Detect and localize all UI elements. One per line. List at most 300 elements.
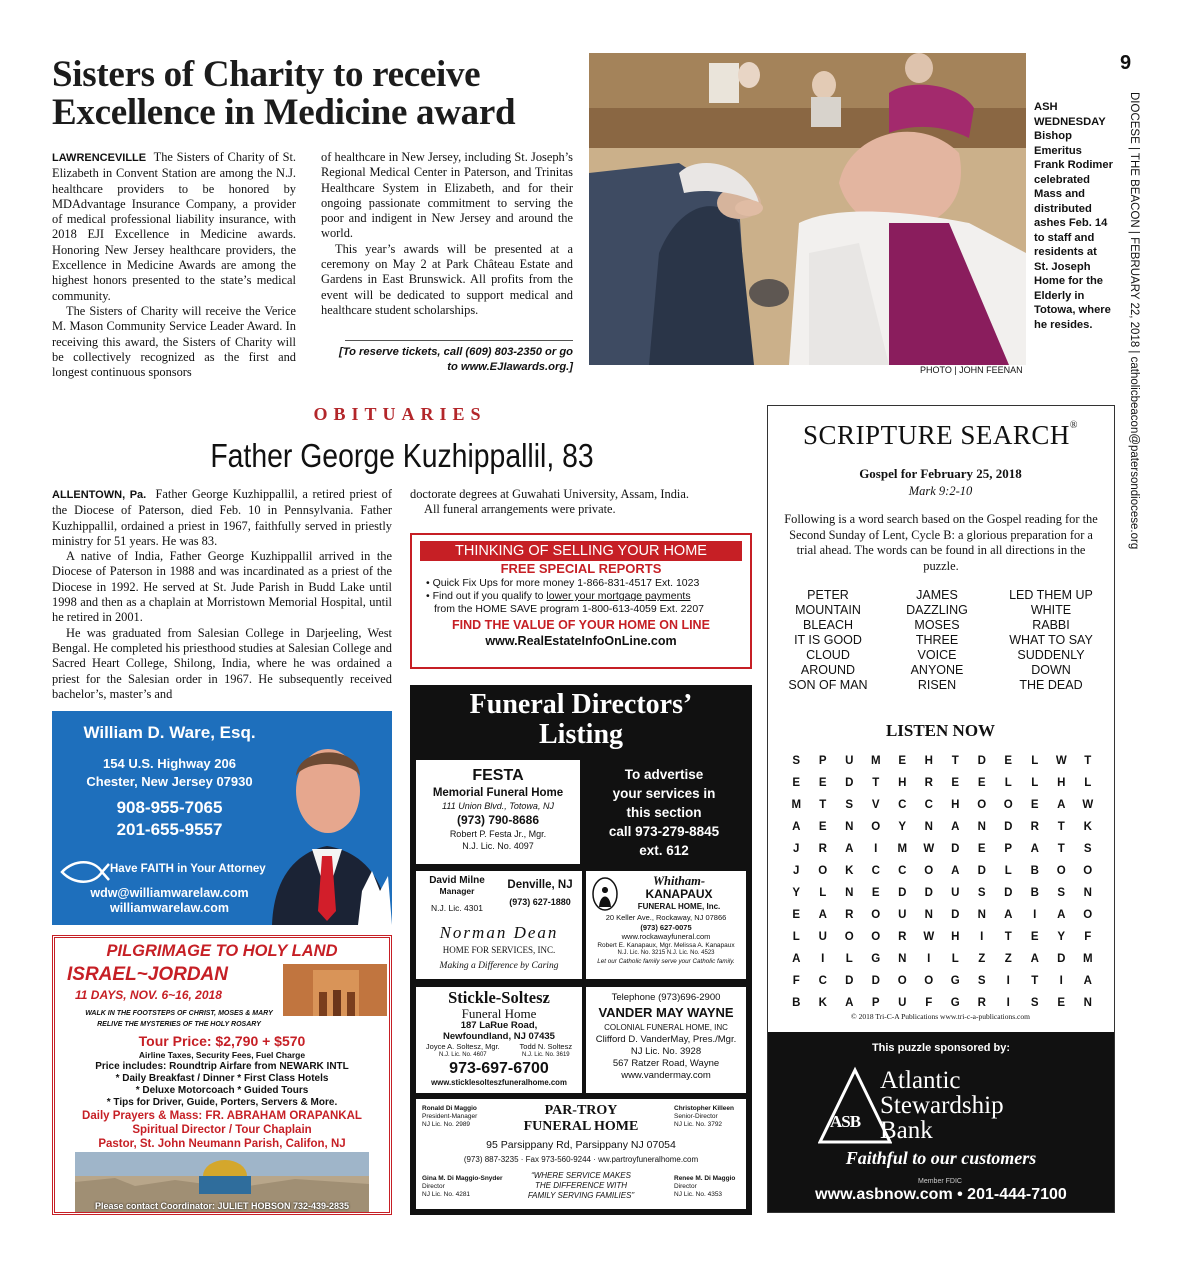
- ss-grid-letter: T: [1084, 755, 1092, 767]
- obituaries-label: OBITUARIES: [313, 404, 487, 424]
- whitham-licenses: N.J. Lic. No. 3215 N.J. Lic. No. 4523: [617, 949, 715, 956]
- ss-grid-row: [782, 904, 1102, 926]
- partroy-bottom-left-name: Gina M. Di Maggio-Snyder: [422, 1175, 503, 1182]
- ss-grid-letter: G: [871, 953, 881, 965]
- dean-name: Norman Dean: [439, 923, 559, 942]
- festa-name: FESTA: [472, 767, 524, 784]
- ss-grid-letter: E: [792, 777, 801, 789]
- bank-member: Member FDIC: [918, 1178, 962, 1185]
- ss-grid-letter: Z: [1004, 953, 1012, 965]
- ss-grid-letter: D: [1004, 821, 1013, 833]
- holy-land-ad: [52, 935, 392, 1215]
- ss-grid-letter: I: [1059, 975, 1063, 987]
- ss-grid-letter: E: [871, 887, 880, 899]
- ss-grid-letter: R: [924, 777, 933, 789]
- re-ad-bullet-cont: from the HOME SAVE program 1-800-613-4059 Ext. 2207: [434, 603, 705, 615]
- ss-sponsored: This puzzle sponsored by:: [871, 1042, 1011, 1054]
- ss-grid-letter: A: [1057, 909, 1066, 921]
- holy-daily: Daily Prayers & Mass: FR. ABRAHAM ORAPANKAL: [82, 1110, 362, 1122]
- ss-grid-letter: W: [1055, 755, 1067, 767]
- ss-word: ANYONE: [910, 663, 964, 677]
- ss-grid-letter: N: [898, 953, 907, 965]
- stickle-person-1-license: N.J. Lic. No. 4607: [438, 1052, 487, 1058]
- stickle-address-1: 187 LaRue Road,: [460, 1020, 538, 1031]
- partroy-address: 95 Parsippany Rd, Parsippany NJ 07054: [486, 1139, 676, 1151]
- article-column-1: [52, 150, 296, 380]
- obituary-column-1: [52, 487, 392, 702]
- ss-grid-letter: A: [1083, 975, 1092, 987]
- holy-includes-4: * Tips for Driver, Guide, Porters, Servers & More.: [106, 1097, 338, 1108]
- ss-grid-letter: S: [977, 975, 986, 987]
- ss-grid-letter: K: [818, 997, 827, 1009]
- ss-grid-letter: E: [1030, 931, 1039, 943]
- ss-grid-row: [782, 772, 1102, 794]
- re-ad-subtitle: FREE SPECIAL REPORTS: [500, 561, 662, 576]
- article-paragraph: of healthcare in New Jersey, including St. Joseph’s Regional Medical Center in Paterson, and Trinitas Healthcare System in Elizabeth, and for their ongoing passionate commitment to serving the poor and indigent in New Jersey and around the world.: [321, 150, 573, 241]
- ss-grid-letter: O: [871, 821, 881, 833]
- ss-grid-letter: B: [1030, 887, 1039, 899]
- stickle-person-1: Joyce A. Soltesz, Mgr.: [425, 1042, 500, 1051]
- caption-title: ASH WEDNESDAY: [1034, 101, 1106, 128]
- ss-grid-letter: T: [1004, 931, 1012, 943]
- advertise-phone: call 973-279-8845: [608, 824, 720, 839]
- ss-grid-letter: P: [871, 997, 880, 1009]
- ss-grid-letter: M: [791, 799, 802, 811]
- ss-grid-letter: G: [950, 997, 960, 1009]
- festa-address: 111 Union Blvd., Totowa, NJ: [442, 801, 554, 811]
- photo-caption: [1034, 100, 1114, 332]
- vander-telephone: Telephone (973)696-2900: [611, 992, 721, 1003]
- ss-word: WHITE: [1030, 603, 1072, 617]
- article-paragraph: The Sisters of Charity will receive the Verice M. Mason Community Service Leader Award. In receiving this award, the Sisters of Charity will be collectively recognized as the first and longest continuous sponsors: [52, 303, 296, 380]
- dean-town: Denville, NJ: [507, 879, 573, 891]
- ss-grid-letter: D: [951, 843, 960, 855]
- ss-grid-letter: L: [1004, 865, 1012, 877]
- ss-word-list: [774, 588, 1110, 693]
- re-ad-url[interactable]: www.RealEstateInfoOnLine.com: [485, 634, 677, 648]
- ss-grid-letter: L: [1004, 777, 1012, 789]
- festa-license: N.J. Lic. No. 4097: [462, 841, 534, 851]
- ss-grid-letter: R: [898, 931, 907, 943]
- ss-word: RABBI: [1032, 618, 1070, 632]
- ss-grid-letter: T: [951, 755, 959, 767]
- fdl-title-1: Funeral Directors’: [469, 689, 693, 720]
- ss-grid-letter: K: [1083, 821, 1092, 833]
- ss-grid-letter: S: [792, 755, 801, 767]
- ss-grid-letter: N: [924, 909, 933, 921]
- ss-grid-letter: L: [1031, 755, 1039, 767]
- ss-grid-letter: R: [818, 843, 827, 855]
- ss-grid-letter: I: [980, 931, 984, 943]
- ss-grid-row: [782, 838, 1102, 860]
- re-ad-title: THINKING OF SELLING YOUR HOME: [420, 541, 742, 561]
- re-ad-cta: FIND THE VALUE OF YOUR HOME ON LINE: [452, 618, 710, 632]
- ss-grid-letter: A: [951, 821, 960, 833]
- ss-grid-letter: O: [924, 975, 934, 987]
- stickle-soltesz-listing: [416, 987, 582, 1093]
- ss-grid-letter: C: [924, 799, 933, 811]
- holy-includes-1: Price includes: Roundtrip Airfare from NEWARK INTL: [95, 1061, 349, 1072]
- ss-grid-letter: N: [1083, 887, 1092, 899]
- ss-grid-letter: A: [1030, 843, 1039, 855]
- ss-grid-letter: W: [1082, 799, 1094, 811]
- ss-grid-letter: P: [1004, 843, 1013, 855]
- whitham-sub: FUNERAL HOME, Inc.: [637, 902, 721, 911]
- ss-grid-letter: S: [1083, 843, 1092, 855]
- bank-contact[interactable]: www.asbnow.com • 201-444-7100: [815, 1186, 1067, 1203]
- caption-body: Bishop Emeritus Frank Rodimer celebrated Mass and distributed ashes Feb. 14 to staff and residents at St. Joseph Home for the Elderly in Totowa, where he resides.: [1034, 130, 1113, 331]
- bank-name-2: Stewardship: [880, 1092, 1004, 1119]
- advertise-line: this section: [626, 805, 702, 820]
- ss-grid-letter: D: [977, 865, 986, 877]
- ss-grid-letter: C: [818, 975, 827, 987]
- stickle-person-2: Todd N. Soltesz: [519, 1042, 573, 1051]
- ss-word: PETER: [807, 588, 849, 602]
- ss-grid-row: [782, 750, 1102, 772]
- ware-phone-1: 908-955-7065: [116, 798, 223, 817]
- ss-grid-letter: H: [898, 777, 907, 789]
- holy-dates: 11 DAYS, NOV. 6~16, 2018: [75, 988, 222, 1002]
- ss-grid-letter: V: [871, 799, 880, 811]
- ss-grid-letter: E: [977, 777, 986, 789]
- advertise-line: To advertise: [624, 767, 704, 782]
- re-ad-bullet: • Find out if you qualify to lower your mortgage payments: [426, 590, 691, 602]
- obituary-paragraph: A native of India, Father George Kuzhippallil arrived in the Diocese of Paterson in 1988 and was incardinated as a priest of the Diocese in 1992. He served at St. Jude Parish in Budd Lake until 1998 and then as a chaplain at Morristown Memorial Hospital, until he retired in 2001.: [52, 549, 392, 625]
- ss-grid-letter: M: [870, 755, 881, 767]
- holy-includes-3: * Deluxe Motorcoach * Guided Tours: [135, 1085, 309, 1096]
- ss-grid-letter: C: [898, 799, 907, 811]
- ss-grid-letter: L: [951, 953, 959, 965]
- ware-phone-2: 201-655-9557: [116, 820, 223, 839]
- ss-grid-letter: R: [845, 909, 854, 921]
- holy-price: Tour Price: $2,790 + $570: [138, 1033, 306, 1049]
- ss-intro: Following is a word search based on the Gospel reading for the Second Sunday of Lent, Cycle B: a glorious preparation for a trial ahead. The words can be found in all directions in the puzzle.: [784, 512, 1098, 573]
- stickle-phone: 973-697-6700: [449, 1060, 549, 1077]
- ss-grid-letter: H: [951, 799, 960, 811]
- advertise-line: your services in: [612, 786, 716, 801]
- holy-walk-1: WALK IN THE FOOTSTEPS OF CHRIST, MOSES & MARY: [85, 1010, 273, 1017]
- ss-grid-letter: A: [818, 909, 827, 921]
- vander-web: www.vandermay.com: [621, 1070, 711, 1081]
- ware-address-1: 154 U.S. Highway 206: [103, 756, 236, 771]
- ss-grid-letter: T: [872, 777, 880, 789]
- ss-grid-letter: F: [925, 997, 933, 1009]
- ss-grid-letter: Z: [978, 953, 986, 965]
- vander-name: VANDER MAY WAYNE: [598, 1005, 734, 1020]
- ss-grid-letter: E: [1057, 997, 1066, 1009]
- ss-grid-letter: H: [1057, 777, 1066, 789]
- ss-grid-letter: Y: [1057, 931, 1066, 943]
- ss-grid-letter: E: [818, 777, 827, 789]
- ss-grid-letter: T: [819, 799, 827, 811]
- partroy-name-2: FUNERAL HOME: [523, 1119, 639, 1134]
- ss-grid-letter: D: [924, 887, 933, 899]
- ss-grid-letter: E: [1030, 799, 1039, 811]
- ss-grid-letter: I: [927, 953, 931, 965]
- ss-grid-letter: H: [924, 755, 933, 767]
- norman-dean-listing: [416, 871, 582, 979]
- festa-phone: (973) 790-8686: [456, 813, 540, 827]
- dean-license: N.J. Lic. 4301: [431, 903, 483, 913]
- ss-grid-letter: D: [977, 755, 986, 767]
- stickle-name: Stickle-Soltesz: [448, 988, 550, 1007]
- ss-grid-letter: O: [871, 931, 881, 943]
- holy-includes-2: * Daily Breakfast / Dinner * First Class Hotels: [115, 1073, 329, 1084]
- ss-grid-letter: N: [845, 821, 854, 833]
- partroy-left-license: NJ Lic. No. 2989: [422, 1121, 471, 1128]
- ss-grid-letter: K: [845, 865, 854, 877]
- ash-wednesday-photo: [589, 53, 1026, 365]
- running-head: [1118, 92, 1142, 552]
- ss-grid-letter: S: [845, 799, 854, 811]
- ticket-note: [To reserve tickets, call (609) 803-2350 or go to www.EJIawards.org.]: [338, 346, 573, 373]
- whitham-managers: Robert E. Kanapaux, Mgr. Melissa A. Kanapaux: [597, 941, 735, 949]
- ss-grid-letter: B: [1030, 865, 1039, 877]
- ss-grid-letter: N: [845, 887, 854, 899]
- ss-grid-letter: H: [951, 931, 960, 943]
- ss-grid-letter: C: [871, 865, 880, 877]
- ss-grid-letter: D: [1004, 887, 1013, 899]
- festa-sub: Memorial Funeral Home: [432, 787, 564, 799]
- fdl-title-2: Listing: [538, 719, 624, 750]
- ss-grid-letter: I: [874, 843, 878, 855]
- ss-gospel: Gospel for February 25, 2018: [859, 466, 1022, 481]
- ss-grid-letter: W: [923, 931, 935, 943]
- ss-word: BLEACH: [802, 618, 854, 632]
- ss-grid-letter: R: [977, 997, 986, 1009]
- whitham-tagline: Let our Catholic family serve your Catholic family.: [597, 958, 735, 965]
- partroy-quote: FAMILY SERVING FAMILIES”: [527, 1191, 635, 1200]
- partroy-left-name: Ronald Di Maggio: [422, 1105, 477, 1112]
- festa-manager: Robert P. Festa Jr., Mgr.: [449, 829, 547, 839]
- headline-line-2: Excellence in Medicine award: [52, 92, 516, 133]
- ss-grid-letter: O: [924, 865, 934, 877]
- partroy-bottom-left-license: NJ Lic. No. 4281: [422, 1191, 471, 1198]
- partroy-bottom-right-title: Director: [674, 1183, 697, 1190]
- ss-grid-letter: G: [950, 975, 960, 987]
- vander-license: NJ Lic. No. 3928: [630, 1046, 702, 1057]
- ss-grid-letter: N: [1083, 997, 1092, 1009]
- ss-grid-letter: F: [1084, 931, 1092, 943]
- ss-grid-letter: I: [1006, 997, 1010, 1009]
- ss-grid-row: [782, 948, 1102, 970]
- ss-grid-letter: O: [977, 799, 987, 811]
- festa-listing: [416, 760, 580, 864]
- ss-word: VOICE: [917, 648, 957, 662]
- vander-address: 567 Ratzer Road, Wayne: [612, 1058, 720, 1069]
- scripture-search: [767, 405, 1115, 1213]
- ss-grid-letter: O: [897, 975, 907, 987]
- ss-grid-letter: O: [871, 909, 881, 921]
- ss-registered: ®: [1069, 420, 1078, 431]
- ss-grid-letter: T: [1057, 843, 1065, 855]
- ss-grid-letter: E: [818, 821, 827, 833]
- ss-grid-letter: E: [951, 777, 960, 789]
- ss-word: MOSES: [914, 618, 960, 632]
- partroy-left-title: President-Manager: [422, 1113, 478, 1120]
- ss-grid-letter: Y: [792, 887, 801, 899]
- ss-grid-letter: P: [818, 755, 827, 767]
- whitham-web: www.rockawayfuneral.com: [621, 932, 711, 941]
- stickle-web: www.sticklesolteszfuneralhome.com: [431, 1078, 567, 1087]
- vander-director: Clifford D. VanderMay, Pres./Mgr.: [595, 1034, 737, 1045]
- ss-grid-letter: T: [1057, 821, 1065, 833]
- ss-grid-letter: U: [845, 755, 854, 767]
- ss-reference: Mark 9:2-10: [908, 484, 973, 498]
- photo-illustration: [589, 53, 1026, 365]
- ss-grid-letter: M: [897, 843, 908, 855]
- ss-grid-letter: A: [792, 953, 801, 965]
- holy-director: Spiritual Director / Tour Chaplain: [132, 1124, 312, 1136]
- article-dateline: LAWRENCEVILLE: [52, 152, 147, 164]
- partroy-right-title: Senior-Director: [674, 1113, 718, 1120]
- ss-grid-letter: A: [1030, 953, 1039, 965]
- ss-grid-letter: J: [793, 865, 800, 877]
- ss-grid-letter: A: [1004, 909, 1013, 921]
- whitham-name-2: KANAPAUX: [645, 887, 713, 901]
- bank-tagline: Faithful to our customers: [845, 1148, 1037, 1168]
- partroy-quote: “WHERE SERVICE MAKES: [531, 1171, 631, 1180]
- ss-grid-letter: M: [1082, 953, 1093, 965]
- ss-grid-letter: J: [793, 843, 800, 855]
- ss-grid-letter: I: [1033, 909, 1037, 921]
- ss-word: JAMES: [916, 588, 958, 602]
- par-troy-listing: [416, 1099, 746, 1209]
- ss-word: IT IS GOOD: [794, 633, 862, 647]
- obituary-paragraph: All funeral arrangements were private.: [424, 502, 616, 517]
- ss-word-grid: [782, 750, 1102, 1014]
- partroy-contact: (973) 887-3235 · Fax 973-560-9244 · ww.partroyfuneralhome.com: [463, 1155, 699, 1164]
- real-estate-ad: [410, 533, 752, 669]
- holy-subtitle: ISRAEL~JORDAN: [67, 964, 228, 985]
- whitham-address: 20 Keller Ave., Rockaway, NJ 07866: [605, 913, 727, 922]
- ss-grid-letter: E: [977, 843, 986, 855]
- ware-email[interactable]: wdw@williamwarelaw.com: [90, 886, 249, 900]
- ss-word: CLOUD: [806, 648, 850, 662]
- partroy-bottom-right-license: NJ Lic. No. 4353: [674, 1191, 723, 1198]
- page-number: 9: [1120, 52, 1132, 74]
- ss-grid-letter: I: [821, 953, 825, 965]
- ware-name: William D. Ware, Esq.: [83, 723, 256, 742]
- ss-grid-letter: U: [898, 997, 907, 1009]
- ss-grid-letter: U: [898, 909, 907, 921]
- ss-grid-letter: N: [977, 821, 986, 833]
- ss-word: LED THEM UP: [1009, 588, 1093, 602]
- headline-line-1: Sisters of Charity to receive: [52, 54, 481, 95]
- partroy-bottom-right-name: Renee M. Di Maggio: [674, 1175, 736, 1182]
- ss-grid-letter: A: [1057, 799, 1066, 811]
- ss-grid-letter: W: [923, 843, 935, 855]
- ss-grid-letter: O: [1083, 909, 1093, 921]
- fish-icon: [60, 861, 110, 883]
- ss-grid-letter: A: [845, 997, 854, 1009]
- article-headline: [52, 56, 582, 132]
- bank-name-3: Bank: [880, 1117, 933, 1144]
- ss-grid-letter: U: [951, 887, 960, 899]
- stickle-person-2-license: N.J. Lic. No. 3619: [521, 1052, 570, 1058]
- ss-grid-letter: D: [845, 777, 854, 789]
- holy-title: PILGRIMAGE TO HOLY LAND: [106, 942, 338, 960]
- mary-icon: [592, 877, 618, 911]
- stickle-sub: Funeral Home: [461, 1006, 537, 1021]
- ware-website[interactable]: williamwarelaw.com: [109, 901, 230, 915]
- partroy-bottom-left-title: Director: [422, 1183, 445, 1190]
- dean-tagline: Making a Difference by Caring: [439, 961, 559, 971]
- dean-manager-name: David Milne: [429, 875, 485, 886]
- vander-sub: COLONIAL FUNERAL HOME, INC: [604, 1023, 728, 1032]
- ss-grid-letter: E: [1004, 755, 1013, 767]
- partroy-right-license: NJ Lic. No. 3792: [674, 1121, 723, 1128]
- ss-grid-letter: A: [845, 843, 854, 855]
- ss-grid-letter: S: [977, 887, 986, 899]
- stickle-address-2: Newfoundland, NJ 07435: [443, 1031, 555, 1042]
- ss-grid-letter: S: [1057, 887, 1066, 899]
- ss-grid-letter: L: [1031, 777, 1039, 789]
- ss-copyright: © 2018 Tri-C-A Publications www.tri-c-a-publications.com: [851, 1012, 1030, 1021]
- holy-fees: Airline Taxes, Security Fees, Fuel Charge: [138, 1050, 306, 1060]
- ss-grid-letter: Y: [898, 821, 907, 833]
- ss-grid-letter: T: [1031, 975, 1039, 987]
- ss-grid-letter: S: [1030, 997, 1039, 1009]
- ss-grid-letter: E: [898, 755, 907, 767]
- obituary-headline: Father George Kuzhippallil, 83: [210, 437, 594, 474]
- ss-grid-letter: E: [792, 909, 801, 921]
- ss-grid-letter: B: [792, 997, 801, 1009]
- ss-grid-letter: O: [1003, 799, 1013, 811]
- ss-word-column: [992, 588, 1110, 693]
- ss-word: RISEN: [917, 678, 957, 692]
- ss-grid-letter: U: [818, 931, 827, 943]
- ss-grid-letter: O: [1083, 865, 1093, 877]
- advertise-box: [582, 765, 746, 860]
- dean-phone: (973) 627-1880: [509, 897, 571, 907]
- ss-grid-row: [782, 970, 1102, 992]
- holy-pastor: Pastor, St. John Neumann Parish, Califon, NJ: [98, 1138, 346, 1150]
- article-paragraph: The Sisters of Charity of St. Elizabeth in Convent Station are among the N.J. healthcare providers to be honored by MDAdvantage Insurance Company, a provider of medical professional liability insurance, with 2018 EJI Excellence in Medicine awards. Honoring New Jersey healthcare providers, the Excellence in Medicine Awards are among the highest honors presented to the state’s medical community.: [52, 150, 296, 303]
- ss-grid-letter: N: [977, 909, 986, 921]
- ss-grid-letter: D: [898, 887, 907, 899]
- obituary-paragraph: doctorate degrees at Guwahati University, Assam, India.: [410, 487, 689, 501]
- ss-grid-letter: D: [951, 909, 960, 921]
- ss-title: SCRIPTURE SEARCH: [803, 420, 1070, 450]
- ss-word: MOUNTAIN: [795, 603, 861, 617]
- ss-word: DOWN: [1031, 663, 1071, 677]
- whitham-kanapaux-listing: [586, 871, 746, 979]
- ware-address-2: Chester, New Jersey 07930: [86, 774, 253, 789]
- article-paragraph: This year’s awards will be presented at a ceremony on May 2 at Park Château Estate and Gardens in East Brunswick. All profits from the event will be dedicated to support medical and healthcare student scholarships.: [321, 241, 573, 317]
- ss-word: WHAT TO SAY: [1009, 633, 1093, 647]
- ss-word-column: [774, 588, 882, 693]
- ware-attorney-ad: [52, 711, 392, 925]
- ss-grid-letter: F: [792, 975, 800, 987]
- ss-grid-letter: R: [1030, 821, 1039, 833]
- bank-sponsor: [768, 1032, 1114, 1212]
- obituary-column-2: [410, 487, 752, 518]
- obituary-paragraph: He was graduated from Salesian College in Darjeeling, West Bengal. He completed his priesthood studies at Salesian College and Sacred Heart College, Shilong, India, where he was ordained a priest for the Salesian order in 1967. He subsequently received bachelor’s, master’s and: [52, 625, 392, 701]
- dean-manager-title: Manager: [439, 886, 475, 896]
- ss-grid-letter: D: [1057, 953, 1066, 965]
- ss-word: AROUND: [800, 663, 856, 677]
- ss-word-column: [883, 588, 991, 693]
- ss-grid-letter: D: [871, 975, 880, 987]
- ss-grid-row: [782, 992, 1102, 1014]
- article-column-2: [321, 150, 573, 318]
- advertise-ext: ext. 612: [639, 843, 689, 858]
- vander-may-listing: [586, 987, 746, 1093]
- holy-contact: Please contact Coordinator: JULIET HOBSON 732-439-2835: [94, 1201, 350, 1211]
- ss-grid-letter: C: [898, 865, 907, 877]
- ss-grid-letter: L: [792, 931, 800, 943]
